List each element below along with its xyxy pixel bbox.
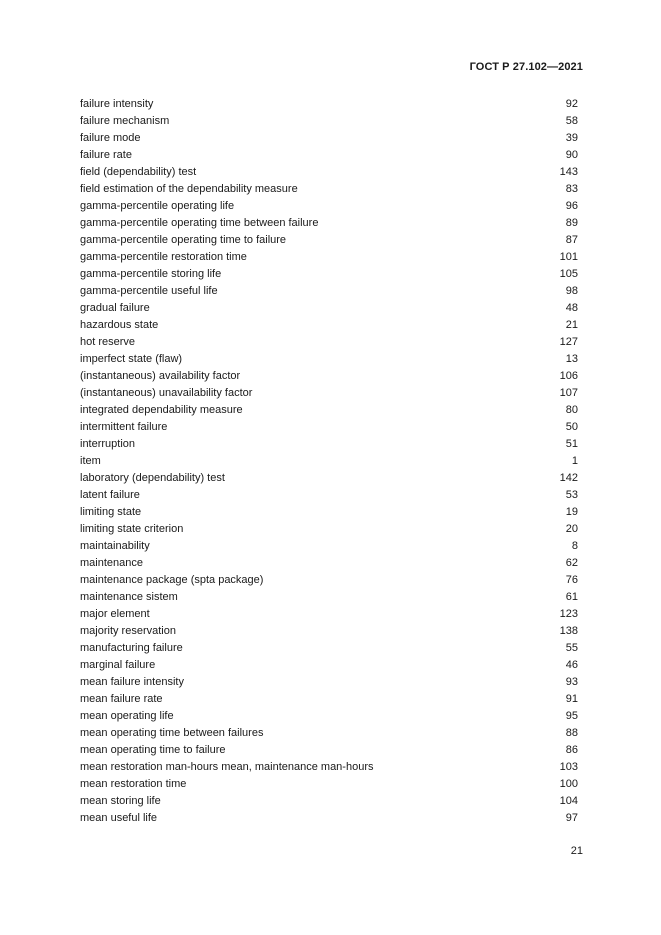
index-term: laboratory (dependability) test xyxy=(80,472,225,484)
index-entry xyxy=(80,300,578,317)
index-term-number: 21 xyxy=(565,319,578,331)
index-term-number: 50 xyxy=(565,421,578,433)
index-term: failure rate xyxy=(80,149,132,161)
index-term-number: 19 xyxy=(565,506,578,518)
index-term: limiting state criterion xyxy=(80,523,184,535)
index-entry xyxy=(80,776,578,793)
index-term: maintainability xyxy=(80,540,150,552)
term-index-list xyxy=(80,96,578,827)
index-term-number: 105 xyxy=(559,268,578,280)
index-term: mean operating time between failures xyxy=(80,727,264,739)
index-entry xyxy=(80,419,578,436)
index-term: gamma-percentile storing life xyxy=(80,268,222,280)
index-entry xyxy=(80,368,578,385)
index-entry xyxy=(80,521,578,538)
index-term-number: 92 xyxy=(565,98,578,110)
index-term-number: 13 xyxy=(565,353,578,365)
index-term-number: 104 xyxy=(559,795,578,807)
index-term: gamma-percentile operating life xyxy=(80,200,235,212)
index-term-number: 61 xyxy=(565,591,578,603)
index-term: field estimation of the dependability measure xyxy=(80,183,298,195)
index-entry xyxy=(80,623,578,640)
index-term: integrated dependability measure xyxy=(80,404,243,416)
index-entry xyxy=(80,470,578,487)
index-term: (instantaneous) availability factor xyxy=(80,370,241,382)
index-term-number: 76 xyxy=(565,574,578,586)
index-entry xyxy=(80,691,578,708)
index-entry xyxy=(80,674,578,691)
index-entry xyxy=(80,130,578,147)
index-term: mean failure rate xyxy=(80,693,163,705)
index-term-number: 83 xyxy=(565,183,578,195)
index-term: interruption xyxy=(80,438,136,450)
index-term: field (dependability) test xyxy=(80,166,197,178)
index-term: maintenance sistem xyxy=(80,591,178,603)
index-entry xyxy=(80,198,578,215)
standard-code-header: ГОСТ Р 27.102—2021 xyxy=(469,61,583,73)
index-term-number: 106 xyxy=(559,370,578,382)
index-term-number: 62 xyxy=(565,557,578,569)
index-term-number: 143 xyxy=(559,166,578,178)
index-term-number: 107 xyxy=(559,387,578,399)
index-term: gamma-percentile useful life xyxy=(80,285,218,297)
index-entry xyxy=(80,572,578,589)
index-term-number: 96 xyxy=(565,200,578,212)
index-entry xyxy=(80,215,578,232)
index-term: mean operating time to failure xyxy=(80,744,226,756)
index-entry xyxy=(80,181,578,198)
index-term-number: 1 xyxy=(571,455,578,467)
index-term: imperfect state (flaw) xyxy=(80,353,183,365)
index-entry xyxy=(80,606,578,623)
index-entry xyxy=(80,334,578,351)
index-term-number: 97 xyxy=(565,812,578,824)
index-term-number: 53 xyxy=(565,489,578,501)
index-entry xyxy=(80,283,578,300)
index-entry xyxy=(80,402,578,419)
index-entry xyxy=(80,657,578,674)
index-term-number: 88 xyxy=(565,727,578,739)
index-entry xyxy=(80,96,578,113)
index-term-number: 39 xyxy=(565,132,578,144)
index-term-number: 93 xyxy=(565,676,578,688)
index-term: failure mode xyxy=(80,132,141,144)
index-term: failure intensity xyxy=(80,98,154,110)
index-term: hot reserve xyxy=(80,336,136,348)
index-term-number: 48 xyxy=(565,302,578,314)
index-term: maintenance xyxy=(80,557,143,569)
index-entry xyxy=(80,640,578,657)
index-entry xyxy=(80,742,578,759)
index-entry xyxy=(80,232,578,249)
index-entry xyxy=(80,453,578,470)
index-term: marginal failure xyxy=(80,659,156,671)
index-term: maintenance package (spta package) xyxy=(80,574,264,586)
index-entry xyxy=(80,810,578,827)
index-term: hazardous state xyxy=(80,319,159,331)
index-entry xyxy=(80,538,578,555)
index-term: gamma-percentile operating time between failure xyxy=(80,217,319,229)
index-term: intermittent failure xyxy=(80,421,168,433)
index-term-number: 46 xyxy=(565,659,578,671)
index-term: gamma-percentile restoration time xyxy=(80,251,247,263)
index-term: mean failure intensity xyxy=(80,676,184,688)
index-term-number: 98 xyxy=(565,285,578,297)
index-term: latent failure xyxy=(80,489,140,501)
index-term: mean restoration time xyxy=(80,778,187,790)
index-entry xyxy=(80,351,578,368)
index-entry xyxy=(80,385,578,402)
index-term-number: 55 xyxy=(565,642,578,654)
index-entry xyxy=(80,317,578,334)
index-term-number: 138 xyxy=(559,625,578,637)
index-term: item xyxy=(80,455,101,467)
index-term-number: 142 xyxy=(559,472,578,484)
index-term-number: 127 xyxy=(559,336,578,348)
index-term: major element xyxy=(80,608,150,620)
index-entry xyxy=(80,708,578,725)
index-term: gamma-percentile operating time to failure xyxy=(80,234,287,246)
index-term-number: 86 xyxy=(565,744,578,756)
index-entry xyxy=(80,147,578,164)
index-term: majority reservation xyxy=(80,625,176,637)
index-entry xyxy=(80,793,578,810)
index-term-number: 95 xyxy=(565,710,578,722)
index-term-number: 100 xyxy=(559,778,578,790)
page-number: 21 xyxy=(570,845,583,857)
index-entry xyxy=(80,164,578,181)
index-term: gradual failure xyxy=(80,302,150,314)
index-term: (instantaneous) unavailability factor xyxy=(80,387,253,399)
index-term-number: 90 xyxy=(565,149,578,161)
index-term: mean restoration man-hours mean, maintenance man-hours xyxy=(80,761,374,773)
index-term-number: 123 xyxy=(559,608,578,620)
index-term: failure mechanism xyxy=(80,115,170,127)
index-term: mean operating life xyxy=(80,710,174,722)
index-term-number: 91 xyxy=(565,693,578,705)
index-term-number: 8 xyxy=(571,540,578,552)
index-term-number: 89 xyxy=(565,217,578,229)
index-term: manufacturing failure xyxy=(80,642,183,654)
index-entry xyxy=(80,725,578,742)
index-entry xyxy=(80,504,578,521)
index-entry xyxy=(80,555,578,572)
index-term-number: 20 xyxy=(565,523,578,535)
index-entry xyxy=(80,487,578,504)
index-term-number: 58 xyxy=(565,115,578,127)
index-entry xyxy=(80,589,578,606)
index-term-number: 80 xyxy=(565,404,578,416)
index-term-number: 101 xyxy=(559,251,578,263)
index-entry xyxy=(80,436,578,453)
index-entry xyxy=(80,266,578,283)
index-term-number: 103 xyxy=(559,761,578,773)
index-entry xyxy=(80,249,578,266)
index-term: mean useful life xyxy=(80,812,158,824)
index-term-number: 87 xyxy=(565,234,578,246)
index-term: limiting state xyxy=(80,506,142,518)
index-term: mean storing life xyxy=(80,795,161,807)
index-entry xyxy=(80,759,578,776)
index-entry xyxy=(80,113,578,130)
index-term-number: 51 xyxy=(565,438,578,450)
